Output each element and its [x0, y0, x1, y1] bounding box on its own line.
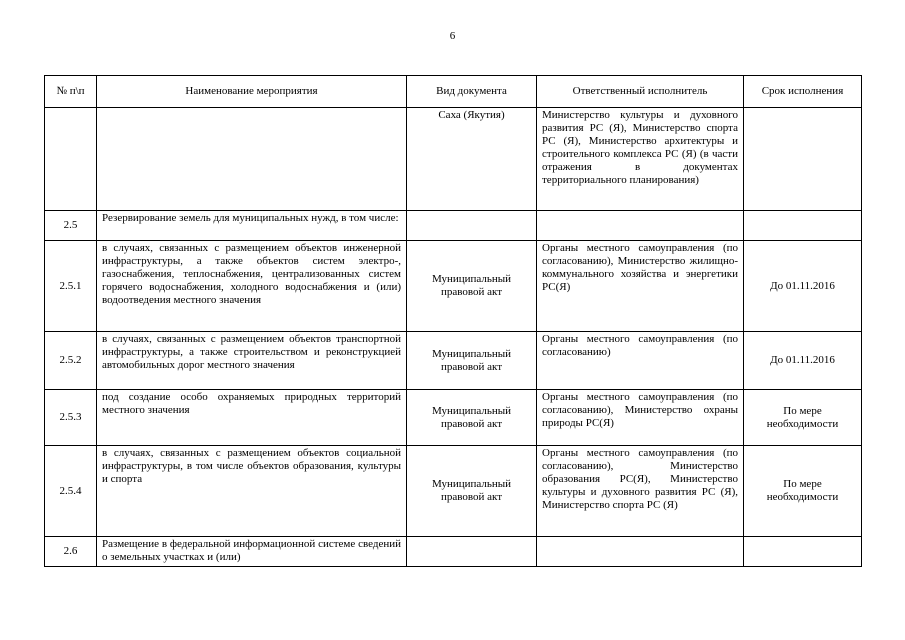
measure-name: в случаях, связанных с размещением объектов социальной инфраструктуры, в том числе объектов образования, культуры и спорта — [97, 446, 407, 537]
document-type: Муниципальный правовой акт — [407, 390, 537, 446]
header-document-type: Вид документа — [407, 76, 537, 108]
row-number — [45, 108, 97, 211]
responsible-executor: Органы местного самоуправления (по согласованию) — [537, 332, 744, 390]
table-row — [45, 390, 862, 446]
table-row — [45, 446, 862, 537]
table-row — [45, 108, 862, 211]
page-number: 6 — [449, 30, 456, 42]
header-responsible: Ответственный исполнитель — [537, 76, 744, 108]
row-number: 2.5.4 — [45, 446, 97, 537]
table-row — [45, 537, 862, 567]
row-number: 2.6 — [45, 537, 97, 567]
measure-name: в случаях, связанных с размещением объектов инженерной инфраструктуры, а также объектов систем электро-, газоснабжения, теплоснабжения, централизованных систем горячего водоснабжения, холодного водоснабжения и (или) водоотведения местного значения — [97, 241, 407, 332]
table-row — [45, 332, 862, 390]
responsible-executor: Органы местного самоуправления (по согласованию), Министерство жилищно-коммунального хозяйства и энергетики РС(Я) — [537, 241, 744, 332]
row-number: 2.5 — [45, 211, 97, 241]
deadline: По мере необходимости — [744, 390, 862, 446]
document-type: Саха (Якутия) — [407, 108, 537, 211]
deadline — [744, 108, 862, 211]
measure-name: под создание особо охраняемых природных территорий местного значения — [97, 390, 407, 446]
header-number: № п\п — [45, 76, 97, 108]
row-number: 2.5.3 — [45, 390, 97, 446]
table-row — [45, 241, 862, 332]
document-type — [407, 537, 537, 567]
deadline: До 01.11.2016 — [744, 332, 862, 390]
document-type: Муниципальный правовой акт — [407, 446, 537, 537]
table-row — [45, 211, 862, 241]
row-number: 2.5.2 — [45, 332, 97, 390]
measures-table — [44, 75, 862, 567]
deadline — [744, 211, 862, 241]
header-measure-name: Наименование мероприятия — [97, 76, 407, 108]
measure-name — [97, 108, 407, 211]
document-type — [407, 211, 537, 241]
responsible-executor: Органы местного самоуправления (по согласованию), Министерство образования РС(Я), Министерство культуры и духовного развития РС (Я), Министерство спорта РС (Я) — [537, 446, 744, 537]
table-header-row — [45, 76, 862, 108]
measure-name: Резервирование земель для муниципальных нужд, в том числе: — [97, 211, 407, 241]
responsible-executor — [537, 211, 744, 241]
deadline — [744, 537, 862, 567]
deadline: По мере необходимости — [744, 446, 862, 537]
responsible-executor — [537, 537, 744, 567]
header-deadline: Срок исполнения — [744, 76, 862, 108]
document-type: Муниципальный правовой акт — [407, 241, 537, 332]
row-number: 2.5.1 — [45, 241, 97, 332]
measure-name: Размещение в федеральной информационной системе сведений о земельных участках и (или) — [97, 537, 407, 567]
responsible-executor: Министерство культуры и духовного развития РС (Я), Министерство спорта РС (Я), Министерство архитектуры и строительного комплекса РС (Я) (в части отражения в документах территориального планирования) — [537, 108, 744, 211]
measure-name: в случаях, связанных с размещением объектов транспортной инфраструктуры, а также строительством и реконструкцией автомобильных дорог местного значения — [97, 332, 407, 390]
responsible-executor: Органы местного самоуправления (по согласованию), Министерство охраны природы РС(Я) — [537, 390, 744, 446]
document-type: Муниципальный правовой акт — [407, 332, 537, 390]
deadline: До 01.11.2016 — [744, 241, 862, 332]
